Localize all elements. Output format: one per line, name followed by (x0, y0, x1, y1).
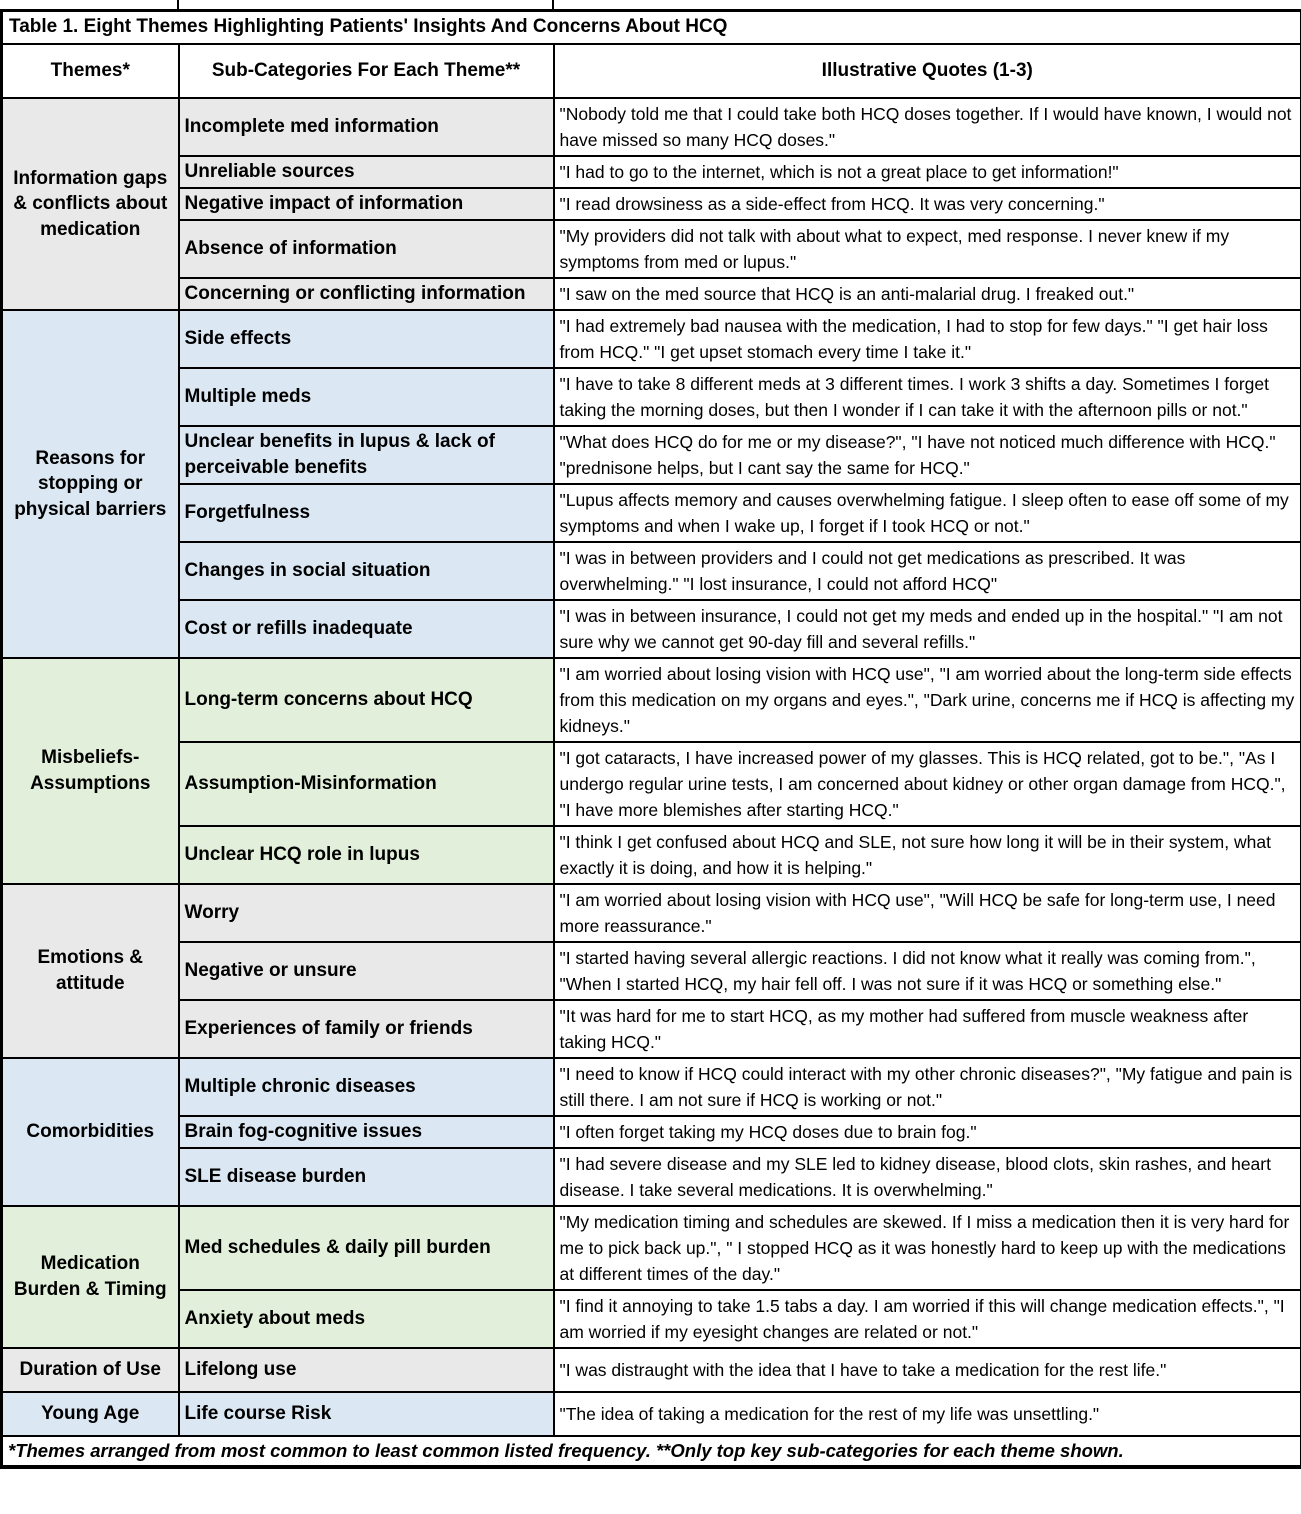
subcategory-cell: Multiple meds (179, 368, 554, 426)
quote-cell: "My medication timing and schedules are skewed. If I miss a medication then it is very hard for me to pick back up.", " I stopped HCQ as it was honestly hard to keep up with the medications at different times of the day." (554, 1206, 1301, 1290)
quote-cell: "It was hard for me to start HCQ, as my mother had suffered from muscle weakness after taking HCQ." (554, 1000, 1301, 1058)
quote-cell: "I had extremely bad nausea with the medication, I had to stop for few days." "I get hair loss from HCQ." "I get upset stomach every time I take it." (554, 310, 1301, 368)
subcategory-cell: Concerning or conflicting information (179, 278, 554, 310)
subcategory-cell: Forgetfulness (179, 484, 554, 542)
table-row (2, 1290, 1301, 1348)
quote-cell: "I read drowsiness as a side-effect from HCQ. It was very concerning." (554, 188, 1301, 220)
table-row (2, 310, 1301, 368)
table-row (2, 1392, 1301, 1436)
table-row (2, 278, 1301, 310)
quote-cell: "I was in between providers and I could not get medications as prescribed. It was overwhelming." "I lost insurance, I could not afford HCQ" (554, 542, 1301, 600)
subcategory-cell: Unclear HCQ role in lupus (179, 826, 554, 884)
themes-table (0, 9, 1301, 1469)
theme-cell: Young Age (2, 1392, 179, 1436)
subcategory-cell: Assumption-Misinformation (179, 742, 554, 826)
theme-cell: Reasons for stopping or physical barriers (2, 310, 179, 658)
theme-cell: Duration of Use (2, 1348, 179, 1392)
quote-cell: "I had to go to the internet, which is not a great place to get information!" (554, 156, 1301, 188)
table-row (2, 156, 1301, 188)
table-row (2, 884, 1301, 942)
subcategory-cell: Absence of information (179, 220, 554, 278)
column-divider-stub (177, 0, 179, 9)
table-row (2, 826, 1301, 884)
quote-cell: "Nobody told me that I could take both HCQ doses together. If I would have known, I would not have missed so many HCQ doses." (554, 98, 1301, 156)
table-row (2, 368, 1301, 426)
table-row (2, 98, 1301, 156)
theme-cell: Misbeliefs-Assumptions (2, 658, 179, 884)
subcategory-cell: Multiple chronic diseases (179, 1058, 554, 1116)
column-header-row (2, 44, 1301, 98)
subcategory-cell: SLE disease burden (179, 1148, 554, 1206)
table-footnote: *Themes arranged from most common to least common listed frequency. **Only top key sub-categories for each theme shown. (2, 1436, 1301, 1467)
table-row (2, 742, 1301, 826)
quote-cell: "I started having several allergic reactions. I did not know what it really was coming from.", "When I started HCQ, my hair fell off. I was not sure if it was HCQ or something else." (554, 942, 1301, 1000)
subcategory-cell: Life course Risk (179, 1392, 554, 1436)
quote-cell: "I think I get confused about HCQ and SLE, not sure how long it will be in their system, what exactly it is doing, and how it is helping." (554, 826, 1301, 884)
quote-cell: "Lupus affects memory and causes overwhelming fatigue. I sleep often to ease off some of my symptoms and when I wake up, I forget if I took HCQ or not." (554, 484, 1301, 542)
quote-cell: "I was in between insurance, I could not get my meds and ended up in the hospital." "I am not sure why we cannot get 90-day fill and several refills." (554, 600, 1301, 658)
theme-cell: Comorbidities (2, 1058, 179, 1206)
theme-cell: Emotions & attitude (2, 884, 179, 1058)
table-title: Table 1. Eight Themes Highlighting Patients' Insights And Concerns About HCQ (2, 11, 1301, 45)
quote-cell: "My providers did not talk with about what to expect, med response. I never knew if my symptoms from med or lupus." (554, 220, 1301, 278)
subcategory-cell: Changes in social situation (179, 542, 554, 600)
quote-cell: "I saw on the med source that HCQ is an anti-malarial drug. I freaked out." (554, 278, 1301, 310)
theme-cell: Information gaps & conflicts about medication (2, 98, 179, 310)
quote-cell: "I had severe disease and my SLE led to kidney disease, blood clots, skin rashes, and heart disease. I take several medications. It is overwhelming." (554, 1148, 1301, 1206)
subcategory-cell: Incomplete med information (179, 98, 554, 156)
quote-cell: "I am worried about losing vision with HCQ use", "I am worried about the long-term side effects from this medication on my organs and eyes.", "Dark urine, concerns me if HCQ is affecting my kidneys." (554, 658, 1301, 742)
quote-cell: "I have to take 8 different meds at 3 different times. I work 3 shifts a day. Sometimes I forget taking the morning doses, but then I wonder if I can take it with the afternoon pills or not." (554, 368, 1301, 426)
table-row (2, 1000, 1301, 1058)
subcategory-cell: Worry (179, 884, 554, 942)
subcategory-cell: Long-term concerns about HCQ (179, 658, 554, 742)
footnote-row (2, 1436, 1301, 1467)
subcategory-cell: Unreliable sources (179, 156, 554, 188)
table-row (2, 1206, 1301, 1290)
column-divider-stub (552, 0, 554, 9)
subcategory-cell: Med schedules & daily pill burden (179, 1206, 554, 1290)
subcategory-cell: Negative or unsure (179, 942, 554, 1000)
table-row (2, 942, 1301, 1000)
subcategory-cell: Side effects (179, 310, 554, 368)
table-row (2, 658, 1301, 742)
table-row (2, 188, 1301, 220)
table-row (2, 1148, 1301, 1206)
quote-cell: "The idea of taking a medication for the rest of my life was unsettling." (554, 1392, 1301, 1436)
quote-cell: "I find it annoying to take 1.5 tabs a day. I am worried if this will change medication effects.", "I am worried if my eyesight changes are related or not." (554, 1290, 1301, 1348)
quote-cell: "I was distraught with the idea that I have to take a medication for the rest life." (554, 1348, 1301, 1392)
table-row (2, 484, 1301, 542)
column-header-themes: Themes* (2, 44, 179, 98)
quote-cell: "What does HCQ do for me or my disease?", "I have not noticed much difference with HCQ." "prednisone helps, but I cant say the same for HCQ." (554, 426, 1301, 484)
table-row (2, 1348, 1301, 1392)
top-border-stubs (0, 0, 1301, 9)
table-row (2, 1058, 1301, 1116)
table-title-row (2, 11, 1301, 45)
subcategory-cell: Anxiety about meds (179, 1290, 554, 1348)
table-row (2, 220, 1301, 278)
subcategory-cell: Cost or refills inadequate (179, 600, 554, 658)
quote-cell: "I got cataracts, I have increased power of my glasses. This is HCQ related, got to be.", "As I undergo regular urine tests, I am concerned about kidney or other organ damage from HCQ.", "I have more blemishes after starting HCQ." (554, 742, 1301, 826)
table-row (2, 542, 1301, 600)
subcategory-cell: Experiences of family or friends (179, 1000, 554, 1058)
table-row (2, 426, 1301, 484)
quote-cell: "I am worried about losing vision with HCQ use", "Will HCQ be safe for long-term use, I need more reassurance." (554, 884, 1301, 942)
quote-cell: "I often forget taking my HCQ doses due to brain fog." (554, 1116, 1301, 1148)
table-row (2, 600, 1301, 658)
table-row (2, 1116, 1301, 1148)
theme-cell: Medication Burden & Timing (2, 1206, 179, 1348)
subcategory-cell: Negative impact of information (179, 188, 554, 220)
column-header-quotes: Illustrative Quotes (1-3) (554, 44, 1301, 98)
column-header-subcategories: Sub-Categories For Each Theme** (179, 44, 554, 98)
subcategory-cell: Lifelong use (179, 1348, 554, 1392)
subcategory-cell: Unclear benefits in lupus & lack of perceivable benefits (179, 426, 554, 484)
subcategory-cell: Brain fog-cognitive issues (179, 1116, 554, 1148)
quote-cell: "I need to know if HCQ could interact with my other chronic diseases?", "My fatigue and pain is still there. I am not sure if HCQ is working or not." (554, 1058, 1301, 1116)
